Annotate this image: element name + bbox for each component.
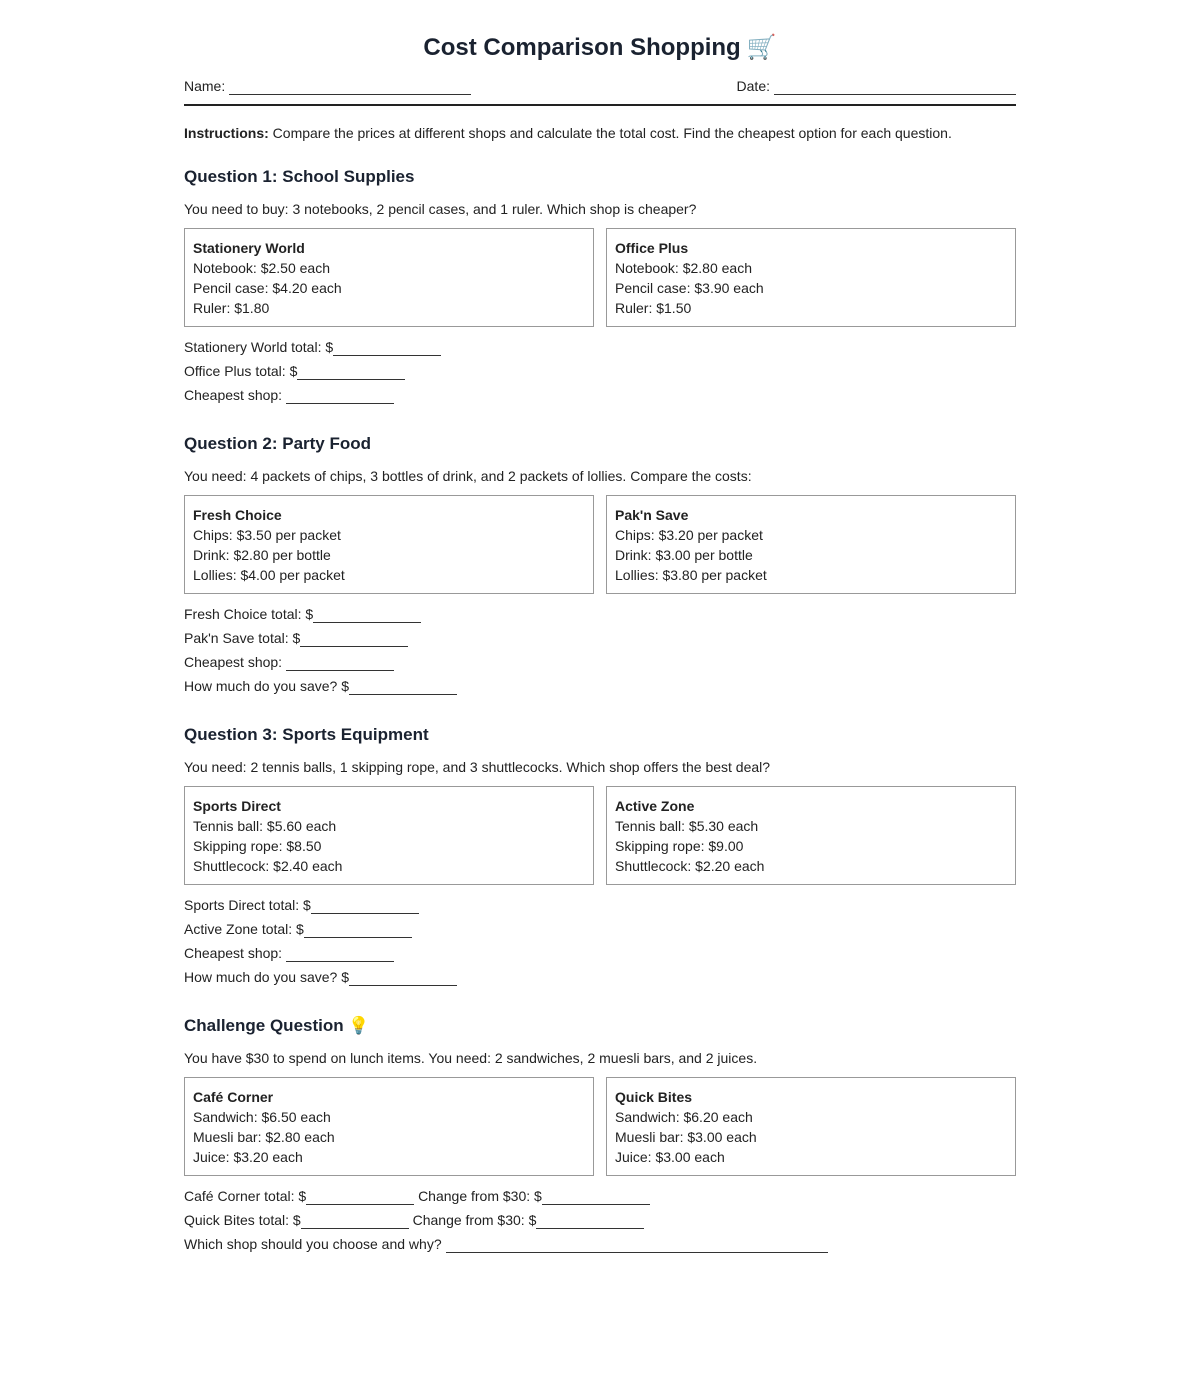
shop-card-active-zone [606,786,1016,885]
answer-label: Sports Direct total: $ [184,897,311,913]
answer-label: Pak'n Save total: $ [184,630,301,646]
price-line: Drink: $3.00 per bottle [615,547,753,563]
price-line: Sandwich: $6.20 each [615,1109,753,1125]
price-line: Shuttlecock: $2.20 each [615,858,765,874]
answer-blank[interactable] [286,656,394,671]
change-label: Change from $30: $ [412,1212,537,1228]
answer-line [184,1208,1016,1232]
price-line: Skipping rope: $9.00 [615,838,744,854]
challenge-shops [184,1077,1016,1176]
price-line: Ruler: $1.80 [193,300,270,316]
shop-card-cafe-corner [184,1077,594,1176]
answer-blank[interactable] [349,680,457,695]
shop-name: Fresh Choice [193,507,282,523]
question-3-title: Question 3: Sports Equipment [184,725,429,744]
price-line: Muesli bar: $2.80 each [193,1129,335,1145]
name-label: Name: [184,78,226,94]
answer-line [184,965,1016,989]
answer-line [184,1232,1016,1256]
answer-line [184,917,1016,941]
challenge-prompt: You have $30 to spend on lunch items. You need: 2 sandwiches, 2 muesli bars, and 2 juices. [184,1050,758,1066]
price-line: Chips: $3.50 per packet [193,527,341,543]
question-1-title: Question 1: School Supplies [184,167,415,186]
final-question-label: Which shop should you choose and why? [184,1236,442,1252]
page-title-text: Cost Comparison Shopping [423,34,741,61]
question-3-shops [184,786,1016,885]
final-answer-blank[interactable] [446,1238,828,1253]
answer-blank[interactable] [300,632,408,647]
answer-blank[interactable] [286,947,394,962]
price-line: Notebook: $2.50 each [193,260,330,276]
answer-label: Fresh Choice total: $ [184,606,314,622]
answer-blank[interactable] [311,899,419,914]
question-1-prompt: You need to buy: 3 notebooks, 2 pencil cases, and 1 ruler. Which shop is cheaper? [184,201,697,217]
shop-name: Sports Direct [193,798,281,814]
price-line: Juice: $3.20 each [193,1149,303,1165]
instructions-label: Instructions: [184,125,269,141]
question-3 [184,724,1016,989]
price-line: Pencil case: $4.20 each [193,280,342,296]
price-line: Shuttlecock: $2.40 each [193,858,343,874]
price-line: Tennis ball: $5.60 each [193,818,337,834]
question-2 [184,433,1016,698]
question-1 [184,166,1016,407]
challenge-answers [184,1184,1016,1256]
answer-label: Cheapest shop: [184,654,283,670]
date-field[interactable] [737,78,1016,95]
question-2-title: Question 2: Party Food [184,434,372,453]
price-line: Juice: $3.00 each [615,1149,725,1165]
shop-name: Café Corner [193,1089,274,1105]
worksheet [184,0,1016,1256]
price-line: Lollies: $4.00 per packet [193,567,345,583]
price-line: Lollies: $3.80 per packet [615,567,767,583]
answer-blank[interactable] [304,923,412,938]
price-line: Tennis ball: $5.30 each [615,818,759,834]
answer-label: Quick Bites total: $ [184,1212,301,1228]
shop-name: Pak'n Save [615,507,689,523]
shop-name: Quick Bites [615,1089,693,1105]
price-line: Skipping rope: $8.50 [193,838,322,854]
price-line: Pencil case: $3.90 each [615,280,764,296]
price-line: Drink: $2.80 per bottle [193,547,331,563]
answer-label: Cheapest shop: [184,387,283,403]
answer-label: How much do you save? $ [184,678,349,694]
answer-blank[interactable] [297,365,405,380]
question-1-answers [184,335,1016,407]
answer-line [184,383,1016,407]
challenge-title-text: Challenge Question [184,1016,344,1035]
shop-card-sports-direct [184,786,594,885]
price-line: Sandwich: $6.50 each [193,1109,331,1125]
answer-blank[interactable] [313,608,421,623]
shop-card-office-plus [606,228,1016,327]
change-label: Change from $30: $ [418,1188,542,1204]
answer-line [184,674,1016,698]
answer-blank[interactable] [349,971,457,986]
shopping-cart-icon: 🛒 [746,34,777,61]
answer-blank[interactable] [306,1190,414,1205]
date-label: Date: [736,78,770,94]
shop-card-fresh-choice [184,495,594,594]
question-3-answers [184,893,1016,989]
question-2-shops [184,495,1016,594]
change-blank[interactable] [542,1190,650,1205]
question-2-answers [184,602,1016,698]
challenge-title [184,1015,1016,1037]
answer-label: Café Corner total: $ [184,1188,307,1204]
answer-line [184,602,1016,626]
answer-label: Cheapest shop: [184,945,283,961]
answer-label: Stationery World total: $ [184,339,334,355]
answer-label: Office Plus total: $ [184,363,298,379]
answer-line [184,359,1016,383]
price-line: Notebook: $2.80 each [615,260,752,276]
shop-card-pak-n-save [606,495,1016,594]
answer-blank[interactable] [333,341,441,356]
lightbulb-icon: 💡 [348,1016,370,1035]
price-line: Chips: $3.20 per packet [615,527,763,543]
shop-card-stationery-world [184,228,594,327]
shop-name: Stationery World [193,240,305,256]
answer-line [184,335,1016,359]
date-blank[interactable] [774,80,1016,95]
change-blank[interactable] [536,1214,644,1229]
shop-card-quick-bites [606,1077,1016,1176]
challenge-question [184,1015,1016,1256]
header-fields [184,78,1016,106]
answer-blank[interactable] [286,389,394,404]
answer-line [184,626,1016,650]
question-2-prompt: You need: 4 packets of chips, 3 bottles of drink, and 2 packets of lollies. Compare the costs: [184,468,752,484]
answer-line [184,1184,1016,1208]
page-title [184,32,1016,64]
answer-line [184,941,1016,965]
price-line: Muesli bar: $3.00 each [615,1129,757,1145]
answer-label: Active Zone total: $ [184,921,304,937]
answer-blank[interactable] [301,1214,409,1229]
shop-name: Office Plus [615,240,689,256]
answer-line [184,650,1016,674]
name-blank[interactable] [229,80,471,95]
question-3-prompt: You need: 2 tennis balls, 1 skipping rope, and 3 shuttlecocks. Which shop offers the best deal? [184,759,771,775]
name-field[interactable] [184,78,471,95]
instructions [184,124,1016,142]
answer-line [184,893,1016,917]
shop-name: Active Zone [615,798,695,814]
answer-label: How much do you save? $ [184,969,349,985]
price-line: Ruler: $1.50 [615,300,692,316]
question-1-shops [184,228,1016,327]
instructions-text: Compare the prices at different shops and calculate the total cost. Find the cheapest option for each question. [272,125,952,141]
